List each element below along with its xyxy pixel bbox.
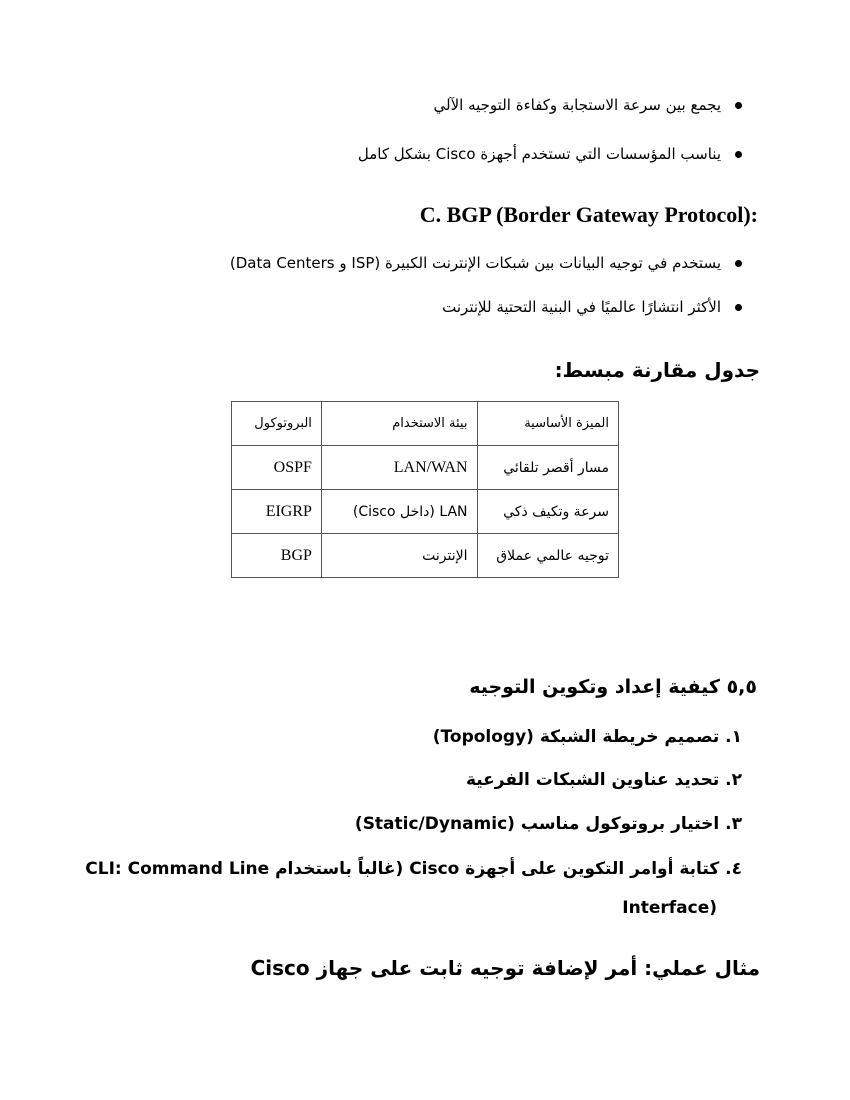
bullet-dot-icon xyxy=(735,304,742,311)
bullet-dot-icon xyxy=(735,151,742,158)
bgp-heading: C. BGP (Border Gateway Protocol): xyxy=(419,202,758,227)
bullet-item xyxy=(442,298,742,316)
cell-feature: مسار أقصر تلقائي xyxy=(477,446,619,490)
cell-feature: سرعة وتكيف ذكي xyxy=(477,490,619,534)
bullet-dot-icon xyxy=(735,102,742,109)
bullet-item xyxy=(230,254,742,272)
bullet-text: يستخدم في توجيه البيانات بين شبكات الإنترنت الكبيرة (ISP و Data Centers) xyxy=(229,254,721,272)
cell-environment: LAN (داخل Cisco) xyxy=(321,490,477,534)
step-item: ٢. تحديد عناوين الشبكات الفرعية xyxy=(465,770,742,790)
header-environment: بيئة الاستخدام xyxy=(321,402,477,446)
cell-feature: توجيه عالمي عملاق xyxy=(477,534,619,578)
table-row xyxy=(232,446,619,490)
bullet-dot-icon xyxy=(735,260,742,267)
table-row xyxy=(232,534,619,578)
header-feature: الميزة الأساسية xyxy=(477,402,619,446)
table-title: جدول مقارنة مبسط: xyxy=(554,358,760,382)
step-item: ١. تصميم خريطة الشبكة (Topology) xyxy=(432,727,742,747)
header-protocol: البروتوكول xyxy=(232,402,322,446)
bullet-text: الأكثر انتشارًا عالميًا في البنية التحتية للإنترنت xyxy=(442,298,721,316)
step-item-continuation: Interface) xyxy=(622,898,717,918)
bullet-item xyxy=(434,96,742,114)
table-header-row xyxy=(232,402,619,446)
cell-environment: LAN/WAN xyxy=(321,446,477,490)
bullet-text: يناسب المؤسسات التي تستخدم أجهزة Cisco بشكل كامل xyxy=(357,145,721,163)
cell-environment: الإنترنت xyxy=(321,534,477,578)
table-row xyxy=(232,490,619,534)
example-heading: مثال عملي: أمر لإضافة توجيه ثابت على جهاز Cisco xyxy=(250,956,760,980)
bullet-text: يجمع بين سرعة الاستجابة وكفاءة التوجيه الآلي xyxy=(433,96,721,114)
step-item: ٤. كتابة أوامر التكوين على أجهزة Cisco (غالباً باستخدام CLI: Command Line xyxy=(85,859,742,879)
step-item: ٣. اختيار بروتوكول مناسب (Static/Dynamic) xyxy=(354,814,742,834)
cell-protocol: OSPF xyxy=(232,446,322,490)
section-heading: ٥,٥ كيفية إعداد وتكوين التوجيه xyxy=(469,676,757,698)
bullet-item xyxy=(358,145,742,163)
comparison-table xyxy=(231,401,619,578)
cell-protocol: BGP xyxy=(232,534,322,578)
cell-protocol: EIGRP xyxy=(232,490,322,534)
